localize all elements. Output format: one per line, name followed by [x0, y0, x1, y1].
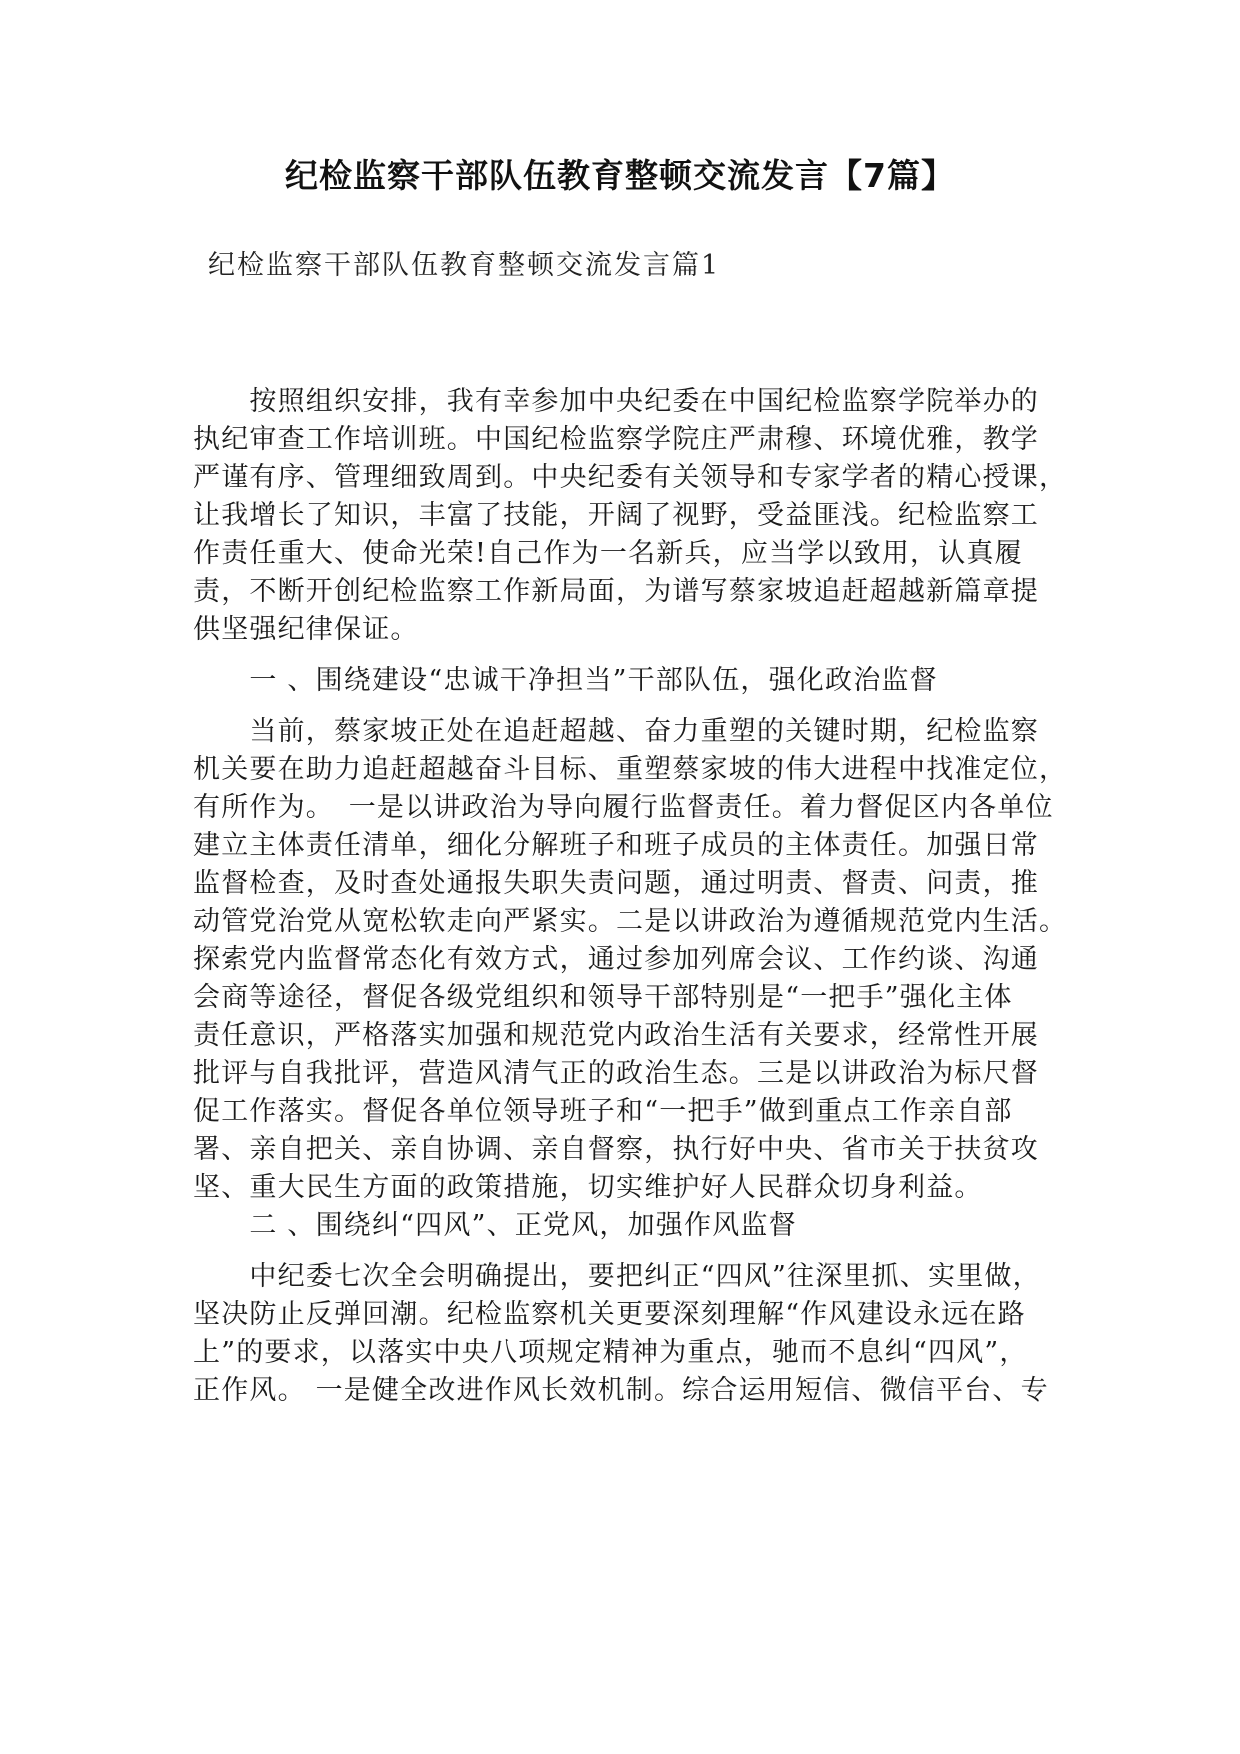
body-line: 责任意识，严格落实加强和规范党内政治生活有关要求，经常性开展 [193, 1020, 1039, 1051]
section-heading: 一 、围绕建设“忠诚干净担当”干部队伍，强化政治监督 [193, 665, 938, 696]
body-line: 执纪审查工作培训班。中国纪检监察学院庄严肃穆、环境优雅，教学 [193, 424, 1039, 455]
body-line: 正作风。 一是健全改进作风长效机制。综合运用短信、微信平台、专 [193, 1375, 1049, 1406]
body-line: 建立主体责任清单，细化分解班子和班子成员的主体责任。加强日常 [193, 830, 1039, 861]
body-line: 坚、重大民生方面的政策措施，切实维护好人民群众切身利益。 [193, 1172, 983, 1203]
body-line: 严谨有序、管理细致周到。中央纪委有关领导和专家学者的精心授课， [193, 462, 1068, 493]
body-line: 动管党治党从宽松软走向严紧实。二是以讲政治为遵循规范党内生活。 [193, 906, 1068, 937]
body-line: 批评与自我批评，营造风清气正的政治生态。三是以讲政治为标尺督 [193, 1058, 1039, 1089]
body-line: 让我增长了知识，丰富了技能，开阔了视野，受益匪浅。纪检监察工 [193, 500, 1039, 531]
body-line: 监督检查，及时查处通报失职失责问题，通过明责、督责、问责，推 [193, 868, 1039, 899]
document-body [193, 383, 1068, 1410]
body-line: 有所作为。 一是以讲政治为导向履行监督责任。着力督促区内各单位 [193, 792, 1054, 823]
body-line: 会商等途径，督促各级党组织和领导干部特别是“一把手”强化主体 [193, 982, 1013, 1013]
section-heading: 二 、围绕纠“四风”、正党风，加强作风监督 [193, 1210, 797, 1241]
body-line: 中纪委七次全会明确提出，要把纠正“四风”往深里抓、实里做， [193, 1261, 1041, 1292]
body-line: 责，不断开创纪检监察工作新局面，为谱写蔡家坡追赶超越新篇章提 [193, 576, 1039, 607]
body-line: 供坚强纪律保证。 [193, 614, 419, 645]
body-line: 按照组织安排，我有幸参加中央纪委在中国纪检监察学院举办的 [193, 386, 1039, 417]
body-line: 坚决防止反弹回潮。纪检监察机关更要深刻理解“作风建设永远在路 [193, 1299, 1026, 1330]
body-line: 署、亲自把关、亲自协调、亲自督察，执行好中央、省市关于扶贫攻 [193, 1134, 1039, 1165]
body-line: 探索党内监督常态化有效方式，通过参加列席会议、工作约谈、沟通 [193, 944, 1039, 975]
body-line: 机关要在助力追赶超越奋斗目标、重塑蔡家坡的伟大进程中找准定位， [193, 754, 1068, 785]
body-line: 上”的要求，以落实中央八项规定精神为重点，驰而不息纠“四风”， [193, 1337, 1028, 1368]
body-line: 当前，蔡家坡正处在追赶超越、奋力重塑的关键时期，纪检监察 [193, 716, 1039, 747]
body-line: 促工作落实。督促各单位领导班子和“一把手”做到重点工作亲自部 [193, 1096, 1013, 1127]
body-line: 作责任重大、使命光荣!自己作为一名新兵，应当学以致用，认真履 [193, 538, 1023, 569]
document-title: 纪检监察干部队伍教育整顿交流发言【7篇】 [285, 156, 955, 195]
section-subtitle: 纪检监察干部队伍教育整顿交流发言篇1 [208, 250, 721, 281]
